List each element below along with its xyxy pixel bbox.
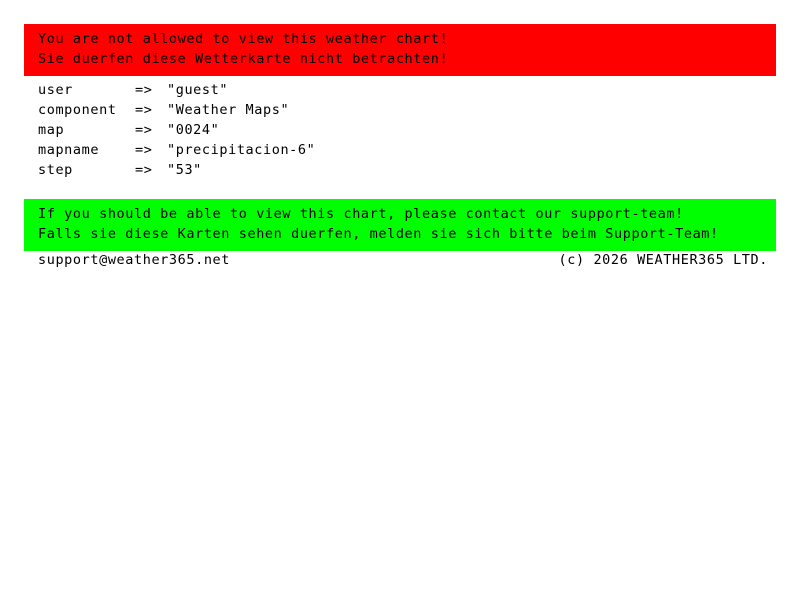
parameter-arrow: => — [135, 122, 153, 138]
parameter-row-component — [38, 100, 778, 120]
info-banner-line-de: Falls sie diese Karten sehen duerfen, melden sie sich bitte beim Support-Team! — [38, 226, 719, 242]
parameter-arrow: => — [135, 82, 153, 98]
error-banner-line-en: You are not allowed to view this weather chart! — [38, 31, 449, 47]
parameter-value: "Weather Maps" — [167, 102, 290, 118]
parameter-value: "guest" — [167, 82, 229, 98]
parameter-arrow: => — [135, 162, 153, 178]
footer — [38, 250, 768, 270]
error-banner-line-de: Sie duerfen diese Wetterkarte nicht betrachten! — [38, 51, 449, 67]
parameter-key: step — [38, 162, 73, 178]
parameter-arrow: => — [135, 102, 153, 118]
parameter-row-map — [38, 120, 778, 140]
parameter-row-user — [38, 80, 778, 100]
parameter-value: "53" — [167, 162, 202, 178]
info-banner — [24, 199, 776, 251]
parameter-arrow: => — [135, 142, 153, 158]
parameter-row-mapname — [38, 140, 778, 160]
parameter-key: mapname — [38, 142, 100, 158]
parameter-key: map — [38, 122, 65, 138]
parameter-row-step — [38, 160, 778, 180]
parameter-key: user — [38, 82, 73, 98]
support-email-link[interactable]: support@weather365.net — [38, 252, 231, 268]
parameter-list — [38, 80, 778, 180]
error-banner — [24, 24, 776, 76]
parameter-value: "0024" — [167, 122, 220, 138]
parameter-value: "precipitacion-6" — [167, 142, 316, 158]
copyright-text: (c) 2026 WEATHER365 LTD. — [558, 252, 768, 268]
info-banner-line-en: If you should be able to view this chart, please contact our support-team! — [38, 206, 684, 222]
parameter-key: component — [38, 102, 117, 118]
